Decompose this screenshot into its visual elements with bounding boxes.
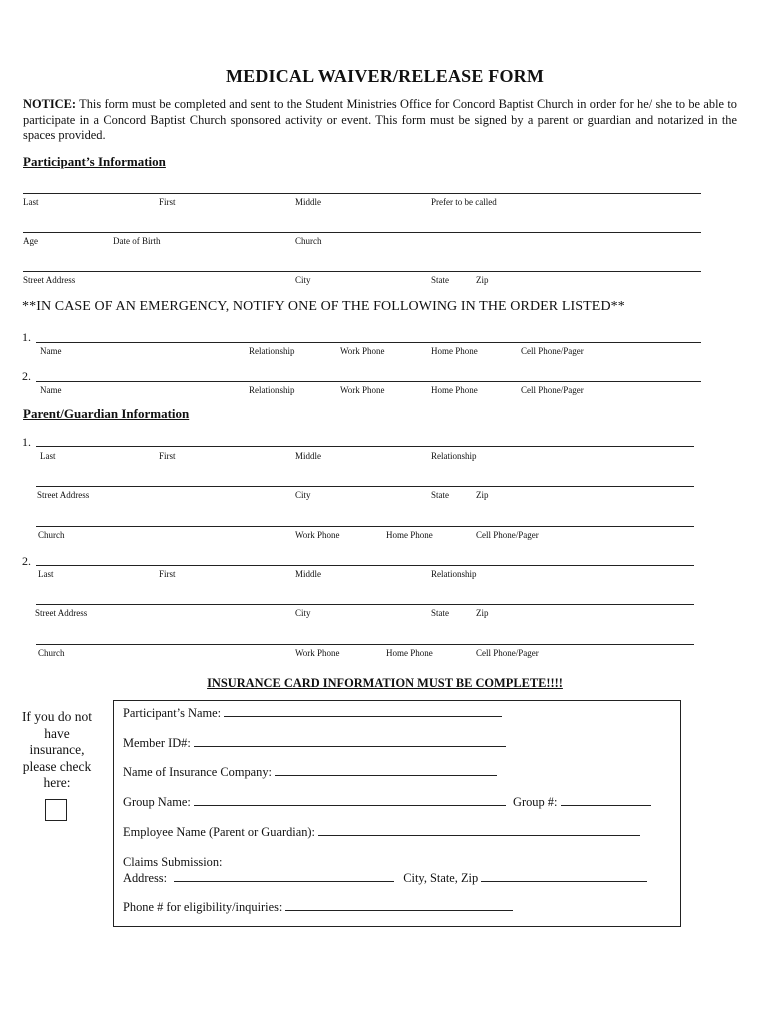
guardian-2-middle: Middle <box>295 569 321 579</box>
emergency-2-name: Name <box>40 385 62 395</box>
guardian-2-relationship: Relationship <box>431 569 477 579</box>
guardian-1-address-line[interactable] <box>36 486 694 487</box>
guardian-2-church: Church <box>38 648 65 658</box>
row-group <box>123 795 651 810</box>
guardian-1-name-line[interactable] <box>36 446 694 447</box>
row-employee <box>123 825 640 840</box>
guardian-2-name-line[interactable] <box>36 565 694 566</box>
group-name-field[interactable] <box>194 795 506 806</box>
label-city: City <box>295 275 311 285</box>
form-title: MEDICAL WAIVER/RELEASE FORM <box>225 66 545 86</box>
address-field[interactable] <box>174 871 394 882</box>
emergency-1-name: Name <box>40 346 62 356</box>
company-label: Name of Insurance Company: <box>123 765 272 779</box>
label-middle: Middle <box>295 197 321 207</box>
participant-name-field[interactable] <box>224 706 502 717</box>
guardian-1-street: Street Address <box>37 490 90 500</box>
city-state-zip-label: City, State, Zip <box>403 871 479 885</box>
label-prefer: Prefer to be called <box>431 197 497 207</box>
guardian-2-cell: Cell Phone/Pager <box>476 648 539 658</box>
group-number-label: Group #: <box>513 795 558 809</box>
guardian-2-church-line[interactable] <box>36 644 694 645</box>
guardian-1-church-line[interactable] <box>36 526 694 527</box>
row-phone <box>123 900 513 915</box>
guardian-heading: Parent/Guardian Information <box>23 406 190 421</box>
group-number-field[interactable] <box>561 795 651 806</box>
guardian-1-home: Home Phone <box>386 530 433 540</box>
guardian-2-street: Street Address <box>35 608 88 618</box>
emergency-1-relationship: Relationship <box>249 346 295 356</box>
participant-age-line[interactable] <box>23 232 701 233</box>
guardian-2-last: Last <box>38 569 54 579</box>
row-member-id <box>123 736 506 751</box>
label-church: Church <box>295 236 322 246</box>
guardian-2-first: First <box>159 569 176 579</box>
member-id-field[interactable] <box>194 736 506 747</box>
label-age: Age <box>23 236 38 246</box>
emergency-1-home: Home Phone <box>431 346 478 356</box>
notice-paragraph <box>23 97 737 144</box>
employee-name-field[interactable] <box>318 825 640 836</box>
label-zip: Zip <box>476 275 489 285</box>
guardian-2-state: State <box>431 608 449 618</box>
emergency-1-cell: Cell Phone/Pager <box>521 346 584 356</box>
participant-name-line[interactable] <box>23 193 701 194</box>
row-address <box>123 871 647 886</box>
guardian-1-church: Church <box>38 530 65 540</box>
no-insurance-note: If you do not have insurance, please check here: <box>21 709 93 790</box>
row-participant-name <box>123 706 502 721</box>
emergency-2-cell: Cell Phone/Pager <box>521 385 584 395</box>
notice-label: NOTICE: <box>23 97 77 111</box>
emergency-heading: **IN CASE OF AN EMERGENCY, NOTIFY ONE OF THE FOLLOWING IN THE ORDER LISTED** <box>22 299 625 314</box>
guardian-1-city: City <box>295 490 311 500</box>
guardian-1-middle: Middle <box>295 451 321 461</box>
label-street: Street Address <box>23 275 76 285</box>
emergency-1-work: Work Phone <box>340 346 385 356</box>
city-state-zip-field[interactable] <box>481 871 647 882</box>
guardian-2-home: Home Phone <box>386 648 433 658</box>
company-field[interactable] <box>275 765 497 776</box>
guardian-1-work: Work Phone <box>295 530 340 540</box>
insurance-box <box>113 700 681 927</box>
participant-name-label: Participant’s Name: <box>123 706 222 720</box>
guardian-1-state: State <box>431 490 449 500</box>
employee-name-label: Employee Name (Parent or Guardian): <box>123 825 315 839</box>
phone-field[interactable] <box>285 900 513 911</box>
address-label: Address: <box>123 871 168 885</box>
label-state: State <box>431 275 449 285</box>
group-name-label: Group Name: <box>123 795 191 809</box>
guardian-1-cell: Cell Phone/Pager <box>476 530 539 540</box>
guardian-1-first: First <box>159 451 176 461</box>
emergency-line-2[interactable] <box>36 381 701 382</box>
participant-heading: Participant’s Information <box>23 154 166 169</box>
phone-label: Phone # for eligibility/inquiries: <box>123 900 283 914</box>
guardian-2-city: City <box>295 608 311 618</box>
emergency-2-work: Work Phone <box>340 385 385 395</box>
guardian-number-1: 1. <box>22 435 31 449</box>
label-first: First <box>159 197 176 207</box>
guardian-1-zip: Zip <box>476 490 489 500</box>
claims-label: Claims Submission: <box>123 855 223 869</box>
emergency-2-home: Home Phone <box>431 385 478 395</box>
guardian-number-2: 2. <box>22 554 31 568</box>
notice-text: This form must be completed and sent to the Student Ministries Office for Concord Baptist Church in order for he/ she to be able to participate in a Concord Baptist Church sponsored activity or event. This form must be signed by a parent or guardian and notarized in the spaces provided. <box>23 97 737 142</box>
emergency-2-relationship: Relationship <box>249 385 295 395</box>
guardian-2-zip: Zip <box>476 608 489 618</box>
guardian-2-address-line[interactable] <box>36 604 694 605</box>
insurance-heading: INSURANCE CARD INFORMATION MUST BE COMPLETE!!!! <box>207 676 563 690</box>
emergency-line-1[interactable] <box>36 342 701 343</box>
row-company <box>123 765 497 780</box>
label-dob: Date of Birth <box>113 236 161 246</box>
emergency-number-1: 1. <box>22 330 31 344</box>
guardian-2-work: Work Phone <box>295 648 340 658</box>
no-insurance-checkbox[interactable] <box>45 799 67 821</box>
guardian-1-relationship: Relationship <box>431 451 477 461</box>
participant-address-line[interactable] <box>23 271 701 272</box>
label-last: Last <box>23 197 39 207</box>
emergency-number-2: 2. <box>22 369 31 383</box>
member-id-label: Member ID#: <box>123 736 191 750</box>
guardian-1-last: Last <box>40 451 56 461</box>
